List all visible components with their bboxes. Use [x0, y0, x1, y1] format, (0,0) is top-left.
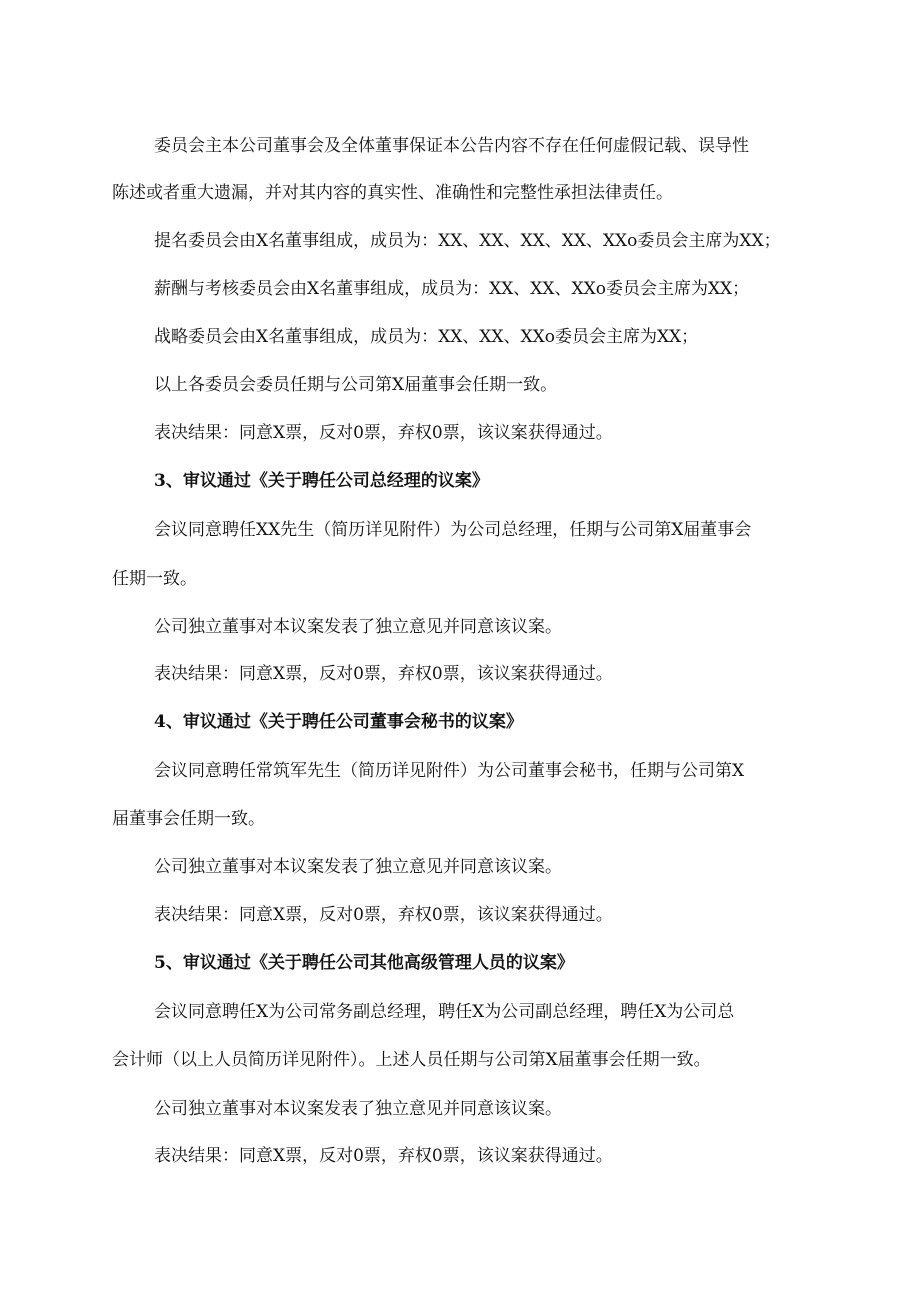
- paragraph-line: 陈述或者重大遗漏，并对其内容的真实性、准确性和完整性承担法律责任。: [112, 183, 673, 203]
- paragraph-line: 委员会主本公司董事会及全体董事保证本公告内容不存在任何虚假记载、误导性: [154, 136, 749, 156]
- paragraph-line: 会议同意聘任XX先生（简历详见附件）为公司总经理，任期与公司第X届董事会: [154, 520, 752, 540]
- paragraph-line: 公司独立董事对本议案发表了独立意见并同意该议案。: [154, 1099, 562, 1119]
- section-heading: 3、审议通过《关于聘任公司总经理的议案》: [154, 471, 489, 491]
- paragraph-line: 公司独立董事对本议案发表了独立意见并同意该议案。: [154, 617, 562, 637]
- vote-result-line: 表决结果：同意X票，反对0票，弃权0票，该议案获得通过。: [154, 423, 613, 443]
- paragraph-line: 会议同意聘任常筑军先生（简历详见附件）为公司董事会秘书，任期与公司第X: [154, 761, 745, 781]
- paragraph-line: 会议同意聘任X为公司常务副总经理，聘任X为公司副总经理，聘任X为公司总: [154, 1002, 735, 1022]
- section-heading: 4、审议通过《关于聘任公司董事会秘书的议案》: [154, 712, 523, 732]
- section-heading: 5、审议通过《关于聘任公司其他高级管理人员的议案》: [154, 953, 574, 973]
- paragraph-line: 提名委员会由X名董事组成，成员为：XX、XX、XX、XX、XXo委员会主席为XX；: [154, 231, 781, 251]
- paragraph-line: 薪酬与考核委员会由X名董事组成，成员为：XX、XX、XXo委员会主席为XX；: [154, 279, 750, 299]
- paragraph-line: 届董事会任期一致。: [112, 809, 265, 829]
- paragraph-line: 战略委员会由X名董事组成，成员为：XX、XX、XXo委员会主席为XX；: [154, 327, 699, 347]
- paragraph-line: 公司独立董事对本议案发表了独立意见并同意该议案。: [154, 857, 562, 877]
- vote-result-line: 表决结果：同意X票，反对0票，弃权0票，该议案获得通过。: [154, 905, 613, 925]
- paragraph-line: 会计师（以上人员简历详见附件）。上述人员任期与公司第X届董事会任期一致。: [112, 1050, 711, 1070]
- vote-result-line: 表决结果：同意X票，反对0票，弃权0票，该议案获得通过。: [154, 1146, 613, 1166]
- paragraph-line: 以上各委员会委员任期与公司第X届董事会任期一致。: [154, 375, 558, 395]
- paragraph-line: 任期一致。: [112, 569, 197, 589]
- vote-result-line: 表决结果：同意X票，反对0票，弃权0票，该议案获得通过。: [154, 664, 613, 684]
